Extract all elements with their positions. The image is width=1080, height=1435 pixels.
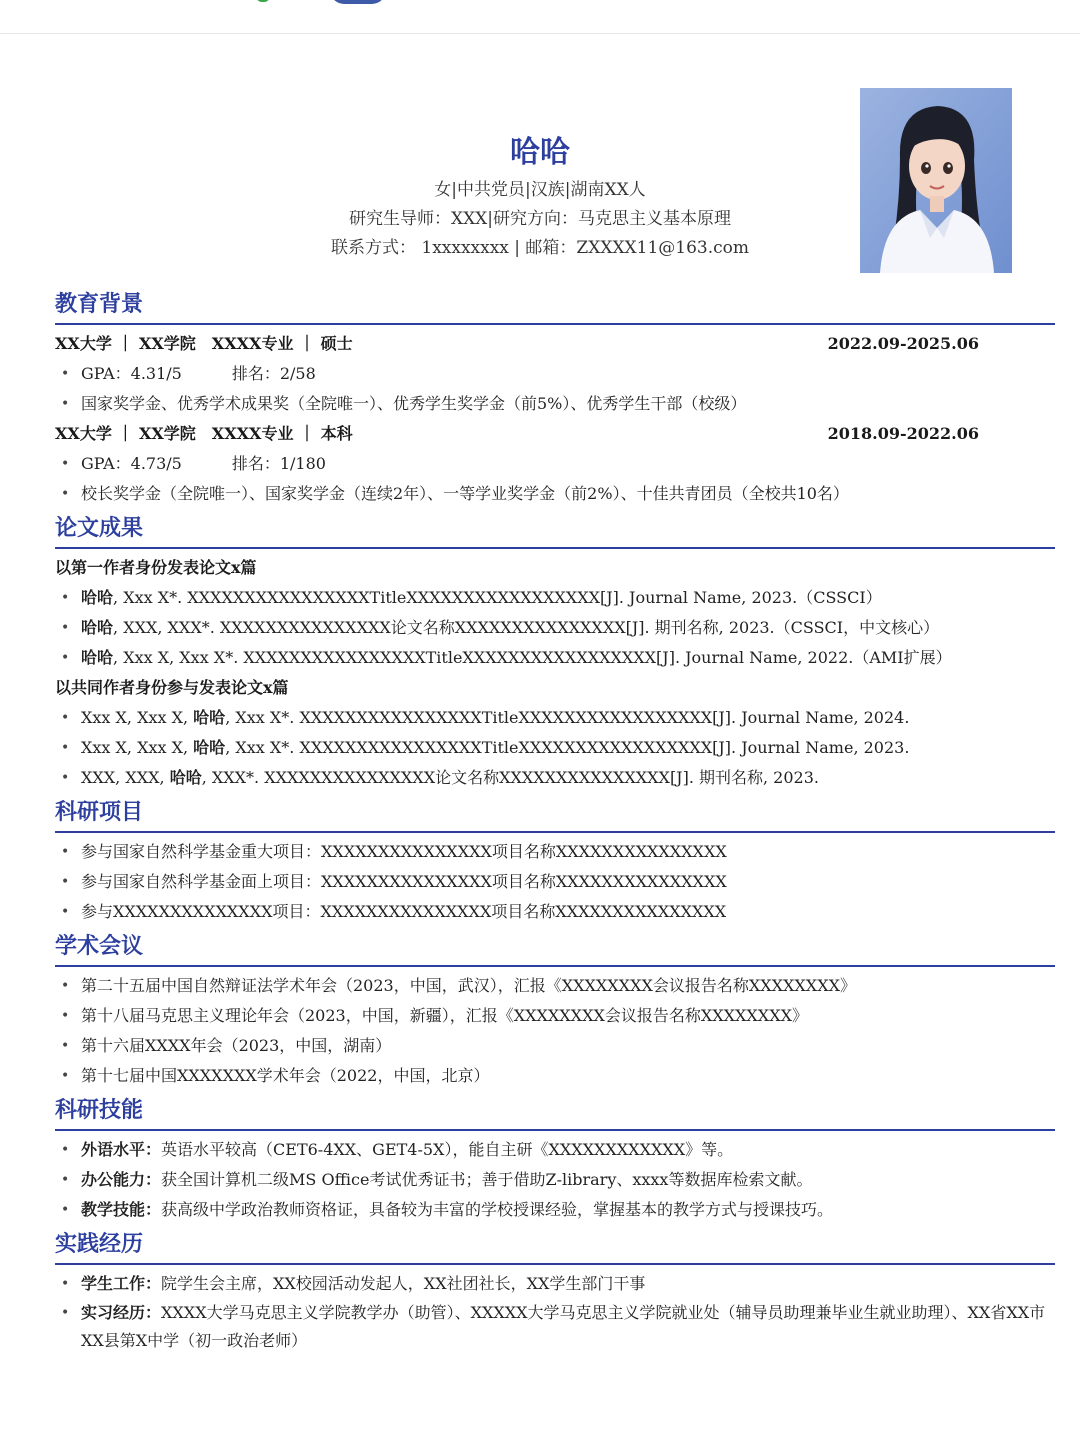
resume-body [55, 285, 1055, 1355]
education-entry-bachelor [55, 419, 1055, 449]
resume-header [160, 130, 920, 263]
skill-item: • 办公能力：获全国计算机二级MS Office考试优秀证书；善于借助Z-library、xxxx等数据库检索文献。 [55, 1165, 1055, 1195]
section-title-conferences: 学术会议 [55, 934, 144, 959]
section-title-education: 教育背景 [55, 292, 144, 317]
list-item: • 校长奖学金（全院唯一）、国家奖学金（连续2年）、一等学业奖学金（前2%）、十佳共青团员（全校共10名） [55, 479, 1055, 509]
section-title-projects: 科研项目 [55, 800, 144, 825]
practice-item: • 学生工作：院学生会主席，XX校园活动发起人，XX社团社长，XX学生部门干事 [55, 1269, 1055, 1299]
project-item: • 参与国家自然科学基金重大项目：XXXXXXXXXXXXXXX项目名称XXXXXXXXXXXXXXX [55, 837, 1055, 867]
section-divider [55, 1129, 1055, 1131]
top-bar [0, 0, 1080, 34]
profile-photo [860, 88, 1012, 273]
list-item: • GPA：4.73/5 排名：1/180 [55, 449, 1055, 479]
conference-item: • 第二十五届中国自然辩证法学术年会（2023，中国，武汉），汇报《XXXXXXXX会议报告名称XXXXXXXX》 [55, 971, 1055, 1001]
paper-item: • 哈哈, Xxx X*. XXXXXXXXXXXXXXXXTitleXXXXXXXXXXXXXXXXX[J]. Journal Name, 2023.（CSSCI） [55, 583, 1055, 613]
paper-item: • Xxx X, Xxx X, 哈哈, Xxx X*. XXXXXXXXXXXXXXXXTitleXXXXXXXXXXXXXXXXX[J]. Journal Name, 2024. [55, 703, 1055, 733]
date-range: 2022.09-2025.06 [827, 334, 979, 353]
candidate-name: 哈哈 [510, 135, 570, 170]
conference-item: • 第十八届马克思主义理论年会（2023，中国，新疆），汇报《XXXXXXXX会议报告名称XXXXXXXX》 [55, 1001, 1055, 1031]
skill-item: • 外语水平：英语水平较高（CET6-4XX、GET4-5X），能自主研《XXXXXXXXXXXX》等。 [55, 1135, 1055, 1165]
project-item: • 参与国家自然科学基金面上项目：XXXXXXXXXXXXXXX项目名称XXXXXXXXXXXXXXX [55, 867, 1055, 897]
contact-info: 联系方式： 1xxxxxxxx | 邮箱：ZXXXX11@163.com [330, 238, 750, 258]
list-item: • 国家奖学金、优秀学术成果奖（全院唯一）、优秀学生奖学金（前5%）、优秀学生干部（校级） [55, 389, 1055, 419]
paper-item: • Xxx X, Xxx X, 哈哈, Xxx X*. XXXXXXXXXXXXXXXXTitleXXXXXXXXXXXXXXXXX[J]. Journal Name, 2023. [55, 733, 1055, 763]
project-item: • 参与XXXXXXXXXXXXXX项目：XXXXXXXXXXXXXXX项目名称XXXXXXXXXXXXXXX [55, 897, 1055, 927]
first-author-heading: 以第一作者身份发表论文x篇 [55, 558, 257, 577]
paper-item: • 哈哈, XXX, XXX*. XXXXXXXXXXXXXXX论文名称XXXXXXXXXXXXXXX[J]. 期刊名称, 2023.（CSSCI，中文核心） [55, 613, 1055, 643]
paper-item: • 哈哈, Xxx X, Xxx X*. XXXXXXXXXXXXXXXXTitleXXXXXXXXXXXXXXXXX[J]. Journal Name, 2022.（AMI扩展） [55, 643, 1055, 673]
avatar-fragment [330, 0, 386, 4]
skill-item: • 教学技能：获高级中学政治教师资格证，具备较为丰富的学校授课经验，掌握基本的教学方式与授课技巧。 [55, 1195, 1055, 1225]
practice-item: • 实习经历：XXXX大学马克思主义学院教学办（助管）、XXXXX大学马克思主义学院就业处（辅导员助理兼毕业生就业助理）、XX省XX市XX县第X中学（初一政治老师） [55, 1299, 1055, 1355]
section-divider [55, 831, 1055, 833]
section-divider [55, 323, 1055, 325]
personal-info: 女|中共党员|汉族|湖南XX人 [434, 180, 646, 200]
conference-item: • 第十七届中国XXXXXXX学术年会（2022，中国，北京） [55, 1061, 1055, 1091]
section-title-skills: 科研技能 [55, 1098, 144, 1123]
section-title-papers: 论文成果 [55, 516, 144, 541]
advisor-info: 研究生导师：XXX|研究方向：马克思主义基本原理 [348, 209, 732, 229]
section-divider [55, 965, 1055, 967]
paper-item: • XXX, XXX, 哈哈, XXX*. XXXXXXXXXXXXXXX论文名称XXXXXXXXXXXXXXX[J]. 期刊名称, 2023. [55, 763, 1055, 793]
list-item: • GPA：4.31/5 排名：2/58 [55, 359, 1055, 389]
coauthor-heading: 以共同作者身份参与发表论文x篇 [55, 678, 289, 697]
date-range: 2018.09-2022.06 [827, 424, 979, 443]
school-info: XX大学 ｜ XX学院 XXXX专业 ｜ 硕士 [55, 334, 353, 353]
school-info: XX大学 ｜ XX学院 XXXX专业 ｜ 本科 [55, 424, 353, 443]
conference-item: • 第十六届XXXX年会（2023，中国，湖南） [55, 1031, 1055, 1061]
education-entry-master [55, 329, 1055, 359]
section-title-practice: 实践经历 [55, 1232, 144, 1257]
section-divider [55, 1263, 1055, 1265]
section-divider [55, 547, 1055, 549]
app-icon-fragment [256, 0, 270, 2]
